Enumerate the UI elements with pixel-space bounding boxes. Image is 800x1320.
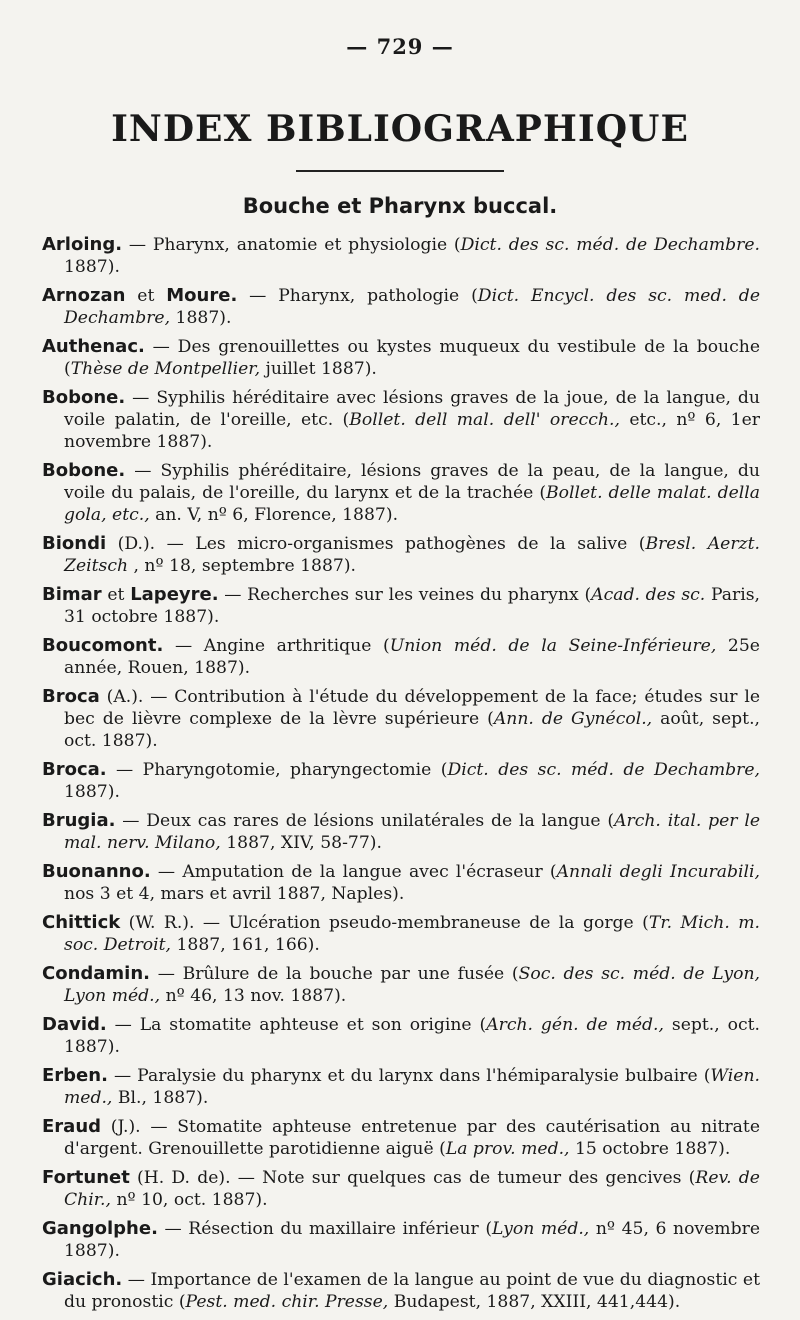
entry-author-extra: (J.).	[101, 1117, 141, 1137]
entry-description: — Amputation de la langue avec l'écraseur (	[150, 862, 557, 882]
entry-details: 15 octobre 1887).	[569, 1139, 731, 1159]
entry-description: — Importance de l'examen de la langue au point de vue du diagnostic et du pronostic (	[64, 1270, 760, 1312]
entry-description: — Pharynx, anatomie et physiologie (	[122, 235, 461, 255]
entry-author: Eraud	[42, 1116, 102, 1137]
bibliography-entry	[42, 810, 760, 854]
bibliography-entry	[42, 1014, 760, 1058]
entry-source: Rev. de Chir.,	[64, 1168, 760, 1210]
entry-author-extra: et	[101, 585, 131, 605]
bibliography-entry	[42, 1218, 760, 1262]
entry-details: 1887).	[170, 308, 232, 328]
entry-author: Buonanno.	[42, 861, 151, 882]
entry-description: — Paralysie du pharynx et du larynx dans l'hémiparalysie bulbaire (	[107, 1066, 711, 1086]
entry-author: Bimar	[42, 584, 102, 605]
entry-source: Lyon méd.,	[492, 1219, 590, 1239]
entry-details: 1887).	[64, 257, 120, 277]
entry-source: Bollet. dell mal. dell' orecch.,	[349, 410, 620, 430]
entry-author: David.	[42, 1014, 107, 1035]
entry-source: Pest. med. chir. Presse,	[185, 1292, 389, 1312]
entry-source: Tr. Mich. m. soc. Detroit,	[64, 913, 760, 955]
entry-source: Soc. des sc. méd. de Lyon, Lyon méd.,	[64, 964, 760, 1006]
bibliography-entry	[42, 460, 760, 526]
entry-source: Acad. des sc.	[591, 585, 706, 605]
entry-description: — Stomatite aphteuse entretenue par des cautérisation au nitrate d'argent. Grenouillette parotidienne aiguë (	[64, 1117, 761, 1159]
entry-description: — Syphilis héréditaire avec lésions graves de la joue, de la langue, du voile palatin, de l'oreille, etc. (	[64, 388, 760, 430]
bibliography-entry	[42, 234, 760, 278]
bibliography-entry	[42, 635, 760, 679]
entry-details: nº 45, 6 novembre 1887).	[64, 1219, 760, 1261]
entry-author: Erben.	[42, 1065, 108, 1086]
entry-source: Dict. des sc. méd. de Dechambre.	[460, 235, 760, 255]
bibliography-entry	[42, 963, 760, 1007]
entry-description: — Note sur quelques cas de tumeur des gencives (	[230, 1168, 696, 1188]
bibliography-entry	[42, 1065, 760, 1109]
entry-description: — Des grenouillettes ou kystes muqueux du vestibule de la bouche (	[64, 337, 760, 379]
entry-details: nos 3 et 4, mars et avril 1887, Naples).	[64, 884, 405, 904]
entry-author: Brugia.	[42, 810, 116, 831]
entry-author: Arloing.	[42, 234, 123, 255]
entry-details: sept., oct. 1887).	[64, 1015, 760, 1057]
entry-details: , nº 18, septembre 1887).	[128, 556, 356, 576]
entry-author-extra: (A.).	[99, 687, 144, 707]
entry-coauthor: Moure.	[166, 285, 238, 306]
entry-details: août, sept., oct. 1887).	[64, 709, 761, 751]
entry-details: 1887, 161, 166).	[171, 935, 320, 955]
entry-source: Arch. gén. de méd.,	[486, 1015, 664, 1035]
bibliography-entry	[42, 759, 760, 803]
entry-author: Arnozan	[42, 285, 126, 306]
entry-author: Fortunet	[42, 1167, 130, 1188]
entry-author: Chittick	[42, 912, 121, 933]
bibliography-entry	[42, 584, 760, 628]
entry-source: Arch. ital. per le mal. nerv. Milano,	[64, 811, 760, 853]
entry-author: Boucomont.	[42, 635, 164, 656]
bibliography-entry	[42, 285, 760, 329]
entry-details: Budapest, 1887, XXIII, 441,444).	[388, 1292, 681, 1312]
entry-description: — Les micro-organismes pathogènes de la salive (	[155, 534, 646, 554]
entry-details: 1887).	[64, 782, 120, 802]
entry-author-extra: et	[125, 286, 167, 306]
entry-source: Annali degli Incurabili,	[556, 862, 760, 882]
bibliography-entry	[42, 387, 760, 453]
entry-coauthor: Lapeyre.	[130, 584, 219, 605]
entry-author: Gangolphe.	[42, 1218, 158, 1239]
entry-author-extra: (D.).	[106, 534, 156, 554]
entry-details: nº 46, 13 nov. 1887).	[160, 986, 347, 1006]
entry-author: Biondi	[42, 533, 107, 554]
entry-description: — Angine arthritique (	[163, 636, 390, 656]
entry-description: — La stomatite aphteuse et son origine (	[106, 1015, 487, 1035]
entry-details: Bl., 1887).	[112, 1088, 209, 1108]
entry-description: — Syphilis phéréditaire, lésions graves de la peau, de la langue, du voile du palais, de l'oreille, du larynx et de la trachée (	[64, 461, 760, 503]
entry-description: — Pharyngotomie, pharyngectomie (	[106, 760, 448, 780]
entry-source: La prov. med.,	[445, 1139, 570, 1159]
entry-description: — Brûlure de la bouche par une fusée (	[150, 964, 519, 984]
entry-author-extra: (W. R.).	[120, 913, 195, 933]
entry-description: — Pharynx, pathologie (	[237, 286, 478, 306]
page-number: — 729 —	[346, 34, 454, 59]
bibliography-entry	[42, 912, 760, 956]
entry-description: — Deux cas rares de lésions unilatérales de la langue (	[115, 811, 615, 831]
entry-description: — Contribution à l'étude du développement de la face; études sur le bec de lièvre complexe de la lèvre supérieure (	[64, 687, 761, 729]
section-heading: Bouche et Pharynx buccal.	[242, 194, 558, 218]
entry-author-extra: (H. D. de).	[129, 1168, 231, 1188]
entry-source: Dict. Encycl. des sc. med. de Dechambre,	[64, 286, 760, 328]
entry-description: — Résection du maxillaire inférieur (	[157, 1219, 493, 1239]
entry-description: — Ulcération pseudo-membraneuse de la gorge (	[194, 913, 649, 933]
bibliography-entry	[42, 686, 760, 752]
entry-details: etc., nº 6, 1er novembre 1887).	[64, 410, 761, 452]
entry-description: — Recherches sur les veines du pharynx (	[218, 585, 592, 605]
entry-author: Broca	[42, 686, 100, 707]
entry-author: Authenac.	[42, 336, 145, 357]
title-rule	[296, 170, 504, 172]
entry-details: an. V, nº 6, Florence, 1887).	[149, 505, 399, 525]
entry-author: Giacich.	[42, 1269, 123, 1290]
entry-source: Bresl. Aerzt. Zeitsch	[64, 534, 760, 576]
entry-source: Union méd. de la Seine-Inférieure,	[389, 636, 717, 656]
bibliography-entry	[42, 533, 760, 577]
entry-details: Paris, 31 octobre 1887).	[64, 585, 760, 627]
bibliography-entry	[42, 861, 760, 905]
bibliography-list	[42, 234, 760, 1320]
bibliography-entry	[42, 336, 760, 380]
entry-author: Broca.	[42, 759, 107, 780]
entry-details: juillet 1887).	[260, 359, 377, 379]
bibliography-entry	[42, 1167, 760, 1211]
entry-source: Dict. des sc. méd. de Dechambre,	[447, 760, 760, 780]
entry-source: Bollet. delle malat. della gola, etc.,	[64, 483, 760, 525]
page-title: INDEX BIBLIOGRAPHIQUE	[111, 108, 689, 150]
entry-author: Bobone.	[42, 387, 126, 408]
entry-author: Condamin.	[42, 963, 150, 984]
entry-details: 25e année, Rouen, 1887).	[64, 636, 760, 678]
bibliography-entry	[42, 1116, 760, 1160]
bibliography-entry	[42, 1269, 760, 1313]
entry-source: Ann. de Gynécol.,	[493, 709, 653, 729]
entry-source: Thèse de Montpellier,	[70, 359, 261, 379]
entry-author: Bobone.	[42, 460, 126, 481]
entry-details: 1887, XIV, 58-77).	[220, 833, 382, 853]
entry-details: nº 10, oct. 1887).	[110, 1190, 268, 1210]
entry-source: Wien. med.,	[64, 1066, 760, 1108]
